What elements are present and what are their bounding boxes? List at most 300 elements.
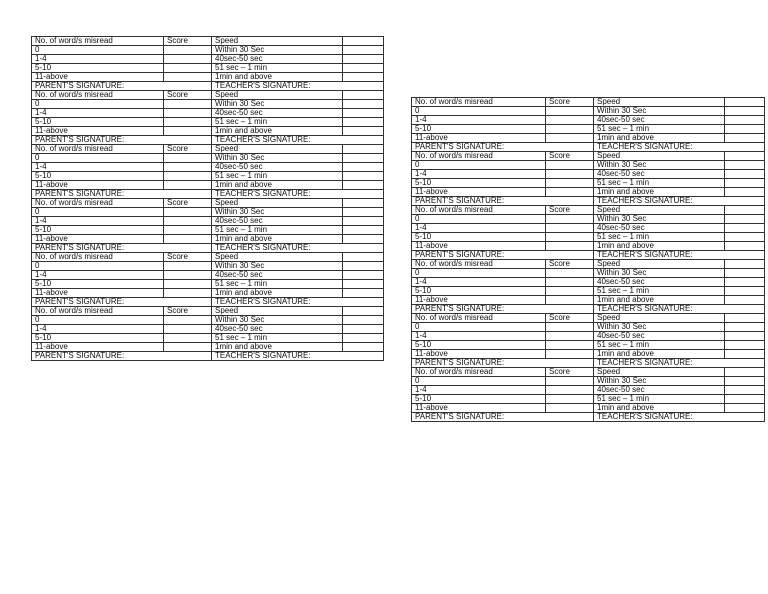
- table-row: [412, 296, 765, 305]
- misread-count-cell: 5-10: [32, 118, 164, 127]
- misread-count-cell: 5-10: [412, 395, 546, 404]
- misread-count-cell: 1-4: [412, 170, 546, 179]
- table-row: [32, 46, 384, 55]
- signature-row: [412, 251, 765, 260]
- signature-row: [412, 359, 765, 368]
- table-row: [32, 334, 384, 343]
- table-row: [412, 242, 765, 251]
- score-header: Score: [164, 199, 212, 208]
- table-row: [32, 100, 384, 109]
- table-row: [32, 316, 384, 325]
- parent-signature-label: PARENT'S SIGNATURE:: [32, 190, 212, 199]
- misread-count-cell: 1-4: [412, 224, 546, 233]
- blank-cell: [343, 127, 384, 136]
- blank-cell: [343, 307, 384, 316]
- score-cell: [164, 46, 212, 55]
- misread-count-cell: 0: [412, 215, 546, 224]
- teacher-signature-label: TEACHER'S SIGNATURE:: [594, 305, 765, 314]
- blank-cell: [725, 404, 765, 413]
- signature-row: [32, 352, 384, 361]
- blank-cell: [725, 332, 765, 341]
- blank-cell: [725, 260, 765, 269]
- teacher-signature-label: TEACHER'S SIGNATURE:: [212, 244, 384, 253]
- score-cell: [546, 278, 594, 287]
- left-reading-log-table: [31, 36, 384, 361]
- parent-signature-label: PARENT'S SIGNATURE:: [32, 136, 212, 145]
- blank-cell: [725, 395, 765, 404]
- speed-header: Speed: [212, 145, 343, 154]
- misread-count-cell: 0: [412, 161, 546, 170]
- signature-row: [32, 136, 384, 145]
- speed-cell: 51 sec – 1 min: [212, 280, 343, 289]
- score-cell: [546, 161, 594, 170]
- speed-cell: 40sec-50 sec: [212, 109, 343, 118]
- score-header: Score: [164, 145, 212, 154]
- blank-cell: [725, 152, 765, 161]
- misread-count-cell: 1-4: [32, 217, 164, 226]
- misread-count-cell: 1-4: [412, 386, 546, 395]
- misread-count-cell: 0: [32, 154, 164, 163]
- blank-cell: [343, 253, 384, 262]
- score-cell: [164, 181, 212, 190]
- speed-cell: Within 30 Sec: [212, 100, 343, 109]
- table-row: [412, 287, 765, 296]
- score-cell: [546, 107, 594, 116]
- score-cell: [164, 163, 212, 172]
- table-row: [32, 109, 384, 118]
- speed-cell: 1min and above: [212, 73, 343, 82]
- score-cell: [164, 172, 212, 181]
- score-cell: [546, 215, 594, 224]
- score-header: Score: [546, 98, 594, 107]
- blank-cell: [725, 134, 765, 143]
- blank-cell: [725, 206, 765, 215]
- misread-header: No. of word/s misread: [412, 260, 546, 269]
- blank-cell: [343, 46, 384, 55]
- header-row: [32, 199, 384, 208]
- teacher-signature-label: TEACHER'S SIGNATURE:: [594, 143, 765, 152]
- header-row: [412, 206, 765, 215]
- blank-cell: [343, 199, 384, 208]
- speed-cell: Within 30 Sec: [594, 215, 725, 224]
- table-row: [32, 325, 384, 334]
- misread-count-cell: 1-4: [412, 278, 546, 287]
- score-cell: [546, 296, 594, 305]
- speed-cell: 40sec-50 sec: [594, 224, 725, 233]
- score-header: Score: [164, 91, 212, 100]
- signature-row: [412, 413, 765, 422]
- misread-header: No. of word/s misread: [32, 91, 164, 100]
- blank-cell: [343, 343, 384, 352]
- misread-count-cell: 11-above: [32, 343, 164, 352]
- speed-cell: Within 30 Sec: [594, 377, 725, 386]
- signature-row: [32, 190, 384, 199]
- blank-cell: [725, 269, 765, 278]
- signature-row: [412, 143, 765, 152]
- speed-header: Speed: [594, 368, 725, 377]
- speed-header: Speed: [212, 199, 343, 208]
- table-row: [412, 188, 765, 197]
- misread-header: No. of word/s misread: [412, 152, 546, 161]
- score-header: Score: [164, 307, 212, 316]
- table-row: [412, 278, 765, 287]
- misread-count-cell: 5-10: [412, 233, 546, 242]
- speed-cell: 1min and above: [594, 134, 725, 143]
- blank-cell: [343, 154, 384, 163]
- speed-cell: 51 sec – 1 min: [212, 172, 343, 181]
- score-cell: [546, 395, 594, 404]
- score-cell: [546, 170, 594, 179]
- blank-cell: [343, 55, 384, 64]
- speed-cell: 40sec-50 sec: [212, 271, 343, 280]
- score-cell: [546, 287, 594, 296]
- blank-cell: [725, 368, 765, 377]
- table-row: [412, 395, 765, 404]
- speed-cell: 51 sec – 1 min: [594, 179, 725, 188]
- blank-cell: [725, 224, 765, 233]
- score-cell: [164, 64, 212, 73]
- speed-cell: 1min and above: [594, 404, 725, 413]
- blank-cell: [343, 289, 384, 298]
- header-row: [32, 145, 384, 154]
- misread-header: No. of word/s misread: [32, 253, 164, 262]
- teacher-signature-label: TEACHER'S SIGNATURE:: [594, 413, 765, 422]
- speed-cell: 51 sec – 1 min: [594, 233, 725, 242]
- misread-count-cell: 0: [412, 107, 546, 116]
- blank-cell: [343, 181, 384, 190]
- score-cell: [546, 224, 594, 233]
- table-row: [412, 404, 765, 413]
- misread-count-cell: 1-4: [32, 109, 164, 118]
- parent-signature-label: PARENT'S SIGNATURE:: [32, 352, 212, 361]
- score-cell: [164, 226, 212, 235]
- misread-count-cell: 5-10: [32, 226, 164, 235]
- speed-cell: Within 30 Sec: [594, 161, 725, 170]
- speed-header: Speed: [594, 152, 725, 161]
- speed-cell: Within 30 Sec: [212, 154, 343, 163]
- score-cell: [164, 217, 212, 226]
- table-row: [32, 208, 384, 217]
- blank-cell: [725, 188, 765, 197]
- misread-count-cell: 11-above: [412, 350, 546, 359]
- score-cell: [164, 334, 212, 343]
- blank-cell: [343, 64, 384, 73]
- score-cell: [546, 242, 594, 251]
- score-cell: [164, 109, 212, 118]
- table-row: [412, 161, 765, 170]
- misread-count-cell: 11-above: [32, 73, 164, 82]
- signature-row: [32, 82, 384, 91]
- misread-count-cell: 0: [412, 323, 546, 332]
- header-row: [412, 98, 765, 107]
- score-cell: [546, 116, 594, 125]
- blank-cell: [343, 316, 384, 325]
- blank-cell: [343, 109, 384, 118]
- misread-count-cell: 0: [32, 316, 164, 325]
- table-row: [412, 107, 765, 116]
- speed-cell: 51 sec – 1 min: [594, 395, 725, 404]
- blank-cell: [725, 107, 765, 116]
- score-cell: [546, 341, 594, 350]
- blank-cell: [343, 262, 384, 271]
- teacher-signature-label: TEACHER'S SIGNATURE:: [212, 190, 384, 199]
- misread-count-cell: 11-above: [412, 242, 546, 251]
- misread-count-cell: 1-4: [412, 332, 546, 341]
- table-row: [412, 350, 765, 359]
- score-cell: [164, 343, 212, 352]
- blank-cell: [343, 208, 384, 217]
- misread-count-cell: 0: [412, 377, 546, 386]
- score-cell: [164, 271, 212, 280]
- speed-cell: 1min and above: [594, 188, 725, 197]
- parent-signature-label: PARENT'S SIGNATURE:: [32, 244, 212, 253]
- score-cell: [546, 125, 594, 134]
- misread-count-cell: 11-above: [32, 127, 164, 136]
- speed-cell: Within 30 Sec: [212, 46, 343, 55]
- score-cell: [546, 323, 594, 332]
- right-reading-log-table: [411, 97, 765, 422]
- blank-cell: [343, 73, 384, 82]
- blank-cell: [725, 116, 765, 125]
- signature-row: [32, 244, 384, 253]
- table-row: [32, 262, 384, 271]
- speed-cell: 51 sec – 1 min: [212, 226, 343, 235]
- score-cell: [164, 55, 212, 64]
- blank-cell: [725, 350, 765, 359]
- misread-count-cell: 5-10: [412, 341, 546, 350]
- speed-cell: Within 30 Sec: [594, 107, 725, 116]
- misread-count-cell: 5-10: [32, 172, 164, 181]
- table-row: [412, 386, 765, 395]
- misread-count-cell: 5-10: [32, 334, 164, 343]
- speed-cell: Within 30 Sec: [594, 323, 725, 332]
- teacher-signature-label: TEACHER'S SIGNATURE:: [594, 251, 765, 260]
- header-row: [32, 307, 384, 316]
- table-row: [32, 55, 384, 64]
- speed-cell: 40sec-50 sec: [594, 116, 725, 125]
- score-cell: [164, 127, 212, 136]
- parent-signature-label: PARENT'S SIGNATURE:: [32, 82, 212, 91]
- score-header: Score: [164, 253, 212, 262]
- blank-cell: [725, 170, 765, 179]
- score-cell: [546, 269, 594, 278]
- blank-cell: [725, 341, 765, 350]
- table-row: [32, 127, 384, 136]
- parent-signature-label: PARENT'S SIGNATURE:: [412, 251, 594, 260]
- table-row: [412, 377, 765, 386]
- misread-count-cell: 0: [32, 46, 164, 55]
- score-cell: [164, 118, 212, 127]
- table-row: [32, 163, 384, 172]
- score-header: Score: [546, 314, 594, 323]
- misread-count-cell: 5-10: [412, 125, 546, 134]
- speed-cell: 40sec-50 sec: [594, 332, 725, 341]
- blank-cell: [343, 271, 384, 280]
- speed-header: Speed: [212, 253, 343, 262]
- table-row: [32, 271, 384, 280]
- table-row: [32, 64, 384, 73]
- score-header: Score: [546, 260, 594, 269]
- speed-cell: 1min and above: [212, 127, 343, 136]
- teacher-signature-label: TEACHER'S SIGNATURE:: [212, 298, 384, 307]
- score-cell: [546, 188, 594, 197]
- teacher-signature-label: TEACHER'S SIGNATURE:: [212, 82, 384, 91]
- score-cell: [546, 332, 594, 341]
- speed-header: Speed: [594, 206, 725, 215]
- blank-cell: [725, 242, 765, 251]
- blank-cell: [343, 100, 384, 109]
- misread-count-cell: 0: [412, 269, 546, 278]
- table-row: [412, 179, 765, 188]
- blank-cell: [343, 325, 384, 334]
- blank-cell: [725, 125, 765, 134]
- table-row: [32, 154, 384, 163]
- blank-cell: [725, 179, 765, 188]
- table-row: [32, 73, 384, 82]
- table-row: [412, 269, 765, 278]
- misread-header: No. of word/s misread: [412, 98, 546, 107]
- speed-cell: 1min and above: [594, 350, 725, 359]
- misread-count-cell: 11-above: [32, 289, 164, 298]
- speed-cell: 40sec-50 sec: [594, 386, 725, 395]
- table-row: [32, 343, 384, 352]
- score-cell: [164, 100, 212, 109]
- speed-cell: 1min and above: [212, 181, 343, 190]
- speed-header: Speed: [594, 260, 725, 269]
- table-row: [32, 226, 384, 235]
- table-row: [412, 125, 765, 134]
- speed-header: Speed: [212, 307, 343, 316]
- misread-count-cell: 0: [32, 208, 164, 217]
- score-cell: [546, 179, 594, 188]
- table-row: [32, 235, 384, 244]
- blank-cell: [725, 314, 765, 323]
- speed-cell: 40sec-50 sec: [594, 278, 725, 287]
- parent-signature-label: PARENT'S SIGNATURE:: [412, 197, 594, 206]
- speed-header: Speed: [212, 91, 343, 100]
- table-row: [412, 224, 765, 233]
- speed-cell: 51 sec – 1 min: [594, 287, 725, 296]
- score-header: Score: [546, 368, 594, 377]
- blank-cell: [343, 172, 384, 181]
- blank-cell: [725, 161, 765, 170]
- misread-count-cell: 11-above: [412, 188, 546, 197]
- header-row: [412, 152, 765, 161]
- table-row: [412, 332, 765, 341]
- parent-signature-label: PARENT'S SIGNATURE:: [412, 359, 594, 368]
- misread-count-cell: 1-4: [412, 116, 546, 125]
- table-row: [32, 280, 384, 289]
- misread-count-cell: 0: [32, 100, 164, 109]
- header-row: [412, 260, 765, 269]
- misread-header: No. of word/s misread: [412, 314, 546, 323]
- table-row: [32, 118, 384, 127]
- teacher-signature-label: TEACHER'S SIGNATURE:: [212, 352, 384, 361]
- score-header: Score: [546, 206, 594, 215]
- misread-header: No. of word/s misread: [412, 368, 546, 377]
- score-cell: [164, 73, 212, 82]
- speed-cell: 51 sec – 1 min: [212, 118, 343, 127]
- misread-count-cell: 11-above: [412, 134, 546, 143]
- teacher-signature-label: TEACHER'S SIGNATURE:: [594, 197, 765, 206]
- misread-count-cell: 0: [32, 262, 164, 271]
- table-row: [412, 341, 765, 350]
- score-cell: [546, 377, 594, 386]
- signature-row: [412, 305, 765, 314]
- speed-cell: Within 30 Sec: [212, 316, 343, 325]
- score-cell: [546, 233, 594, 242]
- score-cell: [164, 325, 212, 334]
- blank-cell: [343, 118, 384, 127]
- blank-cell: [343, 226, 384, 235]
- speed-cell: 1min and above: [212, 289, 343, 298]
- speed-cell: 40sec-50 sec: [212, 163, 343, 172]
- blank-cell: [725, 323, 765, 332]
- speed-header: Speed: [212, 37, 343, 46]
- parent-signature-label: PARENT'S SIGNATURE:: [412, 143, 594, 152]
- teacher-signature-label: TEACHER'S SIGNATURE:: [212, 136, 384, 145]
- parent-signature-label: PARENT'S SIGNATURE:: [412, 413, 594, 422]
- blank-cell: [343, 163, 384, 172]
- score-cell: [546, 404, 594, 413]
- misread-count-cell: 11-above: [32, 181, 164, 190]
- speed-cell: Within 30 Sec: [212, 208, 343, 217]
- teacher-signature-label: TEACHER'S SIGNATURE:: [594, 359, 765, 368]
- speed-header: Speed: [594, 314, 725, 323]
- score-cell: [164, 280, 212, 289]
- speed-cell: 1min and above: [212, 235, 343, 244]
- header-row: [32, 37, 384, 46]
- header-row: [412, 314, 765, 323]
- misread-count-cell: 11-above: [32, 235, 164, 244]
- score-cell: [546, 350, 594, 359]
- blank-cell: [343, 280, 384, 289]
- misread-count-cell: 1-4: [32, 163, 164, 172]
- blank-cell: [725, 296, 765, 305]
- misread-count-cell: 5-10: [32, 280, 164, 289]
- signature-row: [412, 197, 765, 206]
- score-cell: [164, 289, 212, 298]
- misread-count-cell: 5-10: [412, 179, 546, 188]
- parent-signature-label: PARENT'S SIGNATURE:: [412, 305, 594, 314]
- speed-cell: 40sec-50 sec: [212, 217, 343, 226]
- blank-cell: [343, 145, 384, 154]
- table-row: [412, 170, 765, 179]
- table-row: [32, 181, 384, 190]
- blank-cell: [343, 91, 384, 100]
- score-cell: [164, 235, 212, 244]
- blank-cell: [343, 217, 384, 226]
- speed-cell: 51 sec – 1 min: [212, 334, 343, 343]
- score-header: Score: [164, 37, 212, 46]
- blank-cell: [343, 334, 384, 343]
- parent-signature-label: PARENT'S SIGNATURE:: [32, 298, 212, 307]
- table-row: [412, 116, 765, 125]
- score-cell: [164, 262, 212, 271]
- speed-cell: 51 sec – 1 min: [594, 341, 725, 350]
- blank-cell: [725, 233, 765, 242]
- score-header: Score: [546, 152, 594, 161]
- speed-cell: 1min and above: [212, 343, 343, 352]
- header-row: [32, 91, 384, 100]
- speed-cell: 40sec-50 sec: [212, 325, 343, 334]
- speed-cell: 51 sec – 1 min: [594, 125, 725, 134]
- speed-cell: 1min and above: [594, 296, 725, 305]
- table-row: [32, 172, 384, 181]
- score-cell: [164, 154, 212, 163]
- score-cell: [164, 208, 212, 217]
- blank-cell: [725, 377, 765, 386]
